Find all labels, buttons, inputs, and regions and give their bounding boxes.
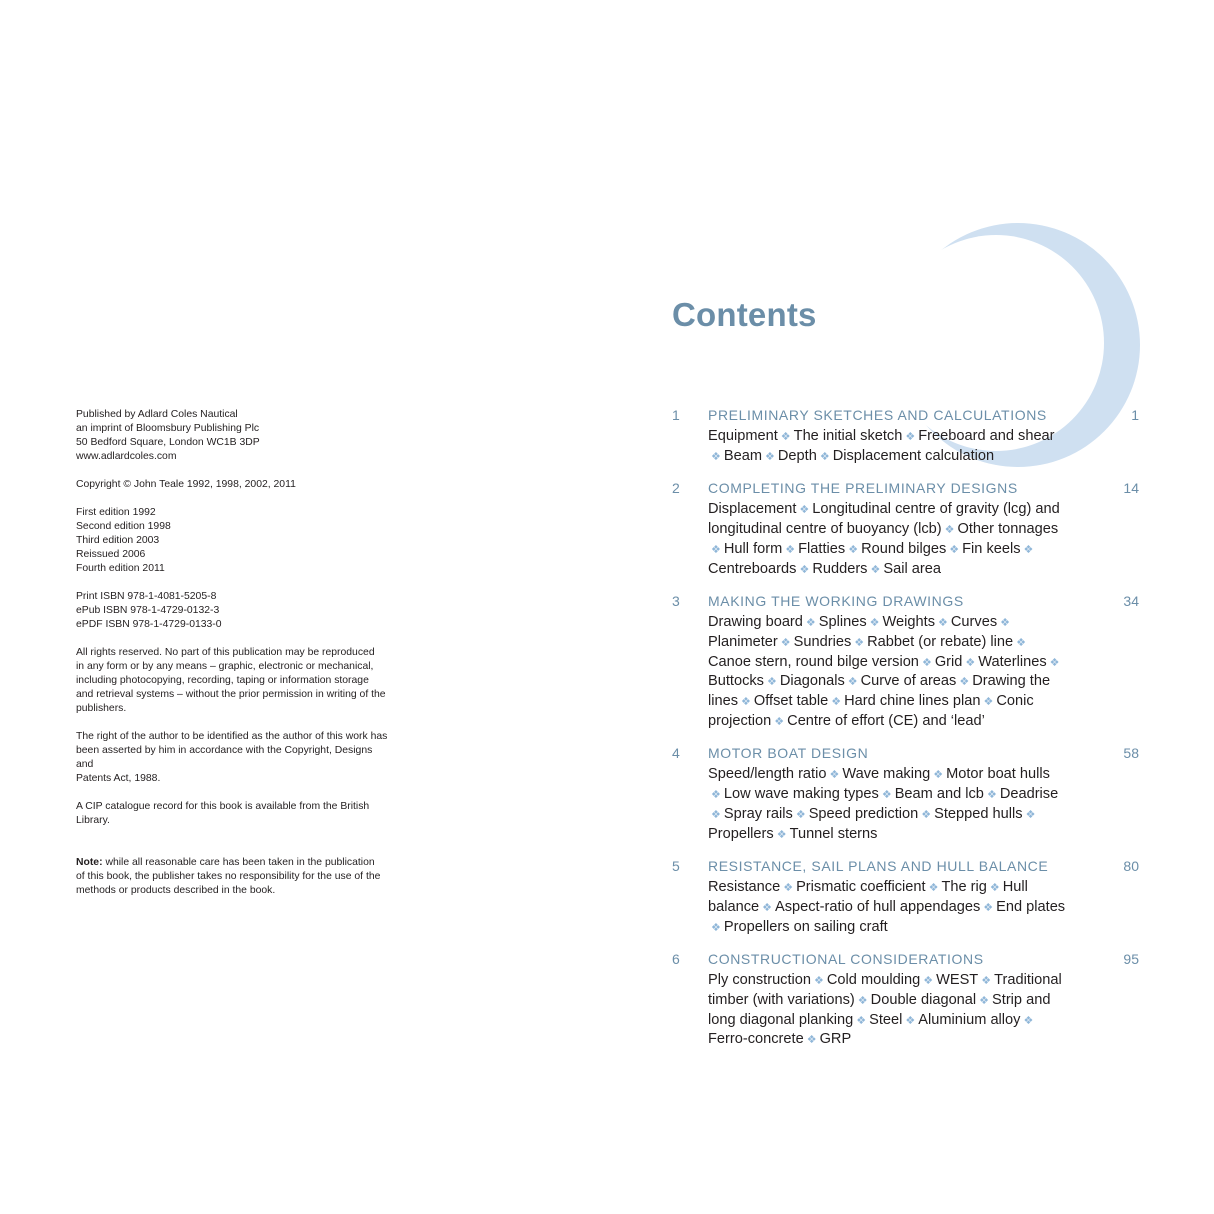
editions-block [76, 506, 391, 576]
topic-item: Aspect-ratio of hull appendages [775, 898, 981, 915]
topic-item: Equipment [708, 428, 778, 444]
topic-line [708, 560, 1078, 580]
chapter-title: COMPLETING THE PRELIMINARY DESIGNS [708, 480, 1018, 497]
toc-chapter [672, 480, 1142, 579]
topic-item: timber (with variations) [708, 992, 855, 1009]
copyright-line: Copyright © John Teale 1992, 1998, 2002, 2011 [76, 479, 296, 490]
chapter-page-number: 14 [1123, 480, 1139, 497]
topic-line [708, 633, 1078, 653]
publisher-address: 50 Bedford Square, London WC1B 3DP [76, 437, 260, 448]
topic-separator-icon: ❖ [711, 921, 721, 934]
topic-item: Canoe stern, round bilge version [708, 653, 919, 670]
rights-line: and retrieval systems – without the prior permission in writing of the [76, 689, 386, 700]
topic-item: Drawing board [708, 614, 803, 631]
topic-item: Sundries [793, 633, 852, 650]
topic-item: Propellers on sailing craft [723, 918, 888, 935]
publisher-line: an imprint of Bloomsbury Publishing Plc [76, 423, 260, 434]
chapter-page-number: 80 [1123, 858, 1139, 875]
topic-separator-icon: ❖ [959, 676, 970, 689]
topic-item: Wave making [842, 766, 931, 783]
topic-item: Centre of effort (CE) and ‘lead’ [787, 712, 985, 729]
topic-item: Weights [882, 614, 936, 631]
topic-separator-icon: ❖ [831, 696, 842, 709]
topic-item: Tunnel sterns [789, 825, 878, 842]
topic-separator-icon: ❖ [1016, 636, 1027, 649]
cip-line: Library. [76, 815, 110, 826]
rights-line: publishers. [76, 703, 127, 714]
moral-rights-block [76, 730, 391, 786]
topic-separator-icon: ❖ [856, 1014, 867, 1027]
topic-separator-icon: ❖ [847, 676, 858, 689]
topic-item: Longitudinal centre of gravity (lcg) and [812, 501, 1060, 518]
toc-chapter [672, 951, 1142, 1050]
publisher-website: www.adlardcoles.com [76, 451, 177, 462]
topic-item: Strip and [992, 992, 1051, 1009]
rights-block [76, 646, 391, 716]
chapter-title: RESISTANCE, SAIL PLANS AND HULL BALANCE [708, 858, 1049, 875]
edition-line: Third edition 2003 [76, 535, 160, 546]
topic-separator-icon: ❖ [979, 995, 990, 1008]
topic-item: Waterlines [978, 653, 1047, 670]
imprint-page [76, 408, 391, 912]
topic-item: balance [708, 898, 760, 915]
topic-line [708, 1011, 1078, 1031]
toc-chapter [672, 593, 1142, 731]
topic-separator-icon: ❖ [780, 636, 791, 649]
topic-item: Buttocks [708, 673, 764, 690]
copyright-block [76, 478, 391, 492]
topic-separator-icon: ❖ [905, 431, 916, 443]
chapter-number: 6 [672, 951, 680, 968]
topic-item: Grid [934, 653, 963, 670]
topic-item: lines [708, 693, 739, 710]
moral-rights-line: The right of the author to be identified as the author of this work has [76, 731, 388, 742]
topic-separator-icon: ❖ [711, 543, 721, 556]
toc-chapter [672, 745, 1142, 844]
topic-separator-icon: ❖ [799, 504, 810, 517]
topic-item: Double diagonal [870, 992, 977, 1009]
isbn-line: Print ISBN 978-1-4081-5205-8 [76, 591, 217, 602]
toc-chapter-heading [672, 407, 1142, 427]
topic-separator-icon: ❖ [766, 676, 777, 689]
chapter-number: 3 [672, 593, 680, 610]
topic-item: Traditional [994, 972, 1062, 989]
topic-line [708, 653, 1078, 673]
topic-line [708, 692, 1078, 712]
topic-separator-icon: ❖ [1049, 656, 1060, 669]
topic-line [708, 540, 1078, 560]
topic-item: Planimeter [708, 633, 778, 650]
topic-item: Curves [950, 614, 998, 631]
topic-item: Hull form [723, 540, 783, 557]
topic-separator-icon: ❖ [806, 1034, 817, 1047]
note-block [76, 856, 391, 898]
topic-separator-icon: ❖ [854, 636, 865, 649]
topic-separator-icon: ❖ [1023, 543, 1034, 556]
topic-item: Spray rails [723, 805, 793, 822]
topic-separator-icon: ❖ [949, 543, 960, 556]
topic-line [708, 712, 1078, 732]
topic-line [708, 898, 1078, 918]
topic-item: Low wave making types [723, 786, 879, 803]
note-line [76, 856, 391, 870]
topic-separator-icon: ❖ [921, 656, 932, 669]
note-line: of this book, the publisher takes no responsibility for the use of the [76, 871, 381, 882]
cip-line: A CIP catalogue record for this book is available from the British [76, 801, 370, 812]
topic-separator-icon: ❖ [870, 563, 881, 576]
topic-item: WEST [936, 972, 979, 989]
topic-separator-icon: ❖ [986, 789, 997, 802]
chapter-topics [708, 500, 1078, 579]
topic-line [708, 765, 1078, 785]
topic-separator-icon: ❖ [989, 882, 1000, 895]
topic-item: Aluminium alloy [918, 1011, 1021, 1028]
topic-line [708, 971, 1078, 991]
topic-separator-icon: ❖ [928, 882, 939, 895]
topic-item: Freeboard and shear [918, 428, 1055, 444]
topic-separator-icon: ❖ [857, 995, 868, 1008]
topic-line [708, 613, 1078, 633]
topic-separator-icon: ❖ [983, 901, 994, 914]
edition-line: Reissued 2006 [76, 549, 146, 560]
topic-line [708, 878, 1078, 898]
topic-item: long diagonal planking [708, 1011, 854, 1028]
topic-item: Propellers [708, 825, 774, 842]
topic-line [708, 520, 1078, 540]
topic-item: Hull [1002, 879, 1028, 896]
topic-line [708, 1030, 1078, 1050]
topic-item: longitudinal centre of buoyancy (lcb) [708, 521, 942, 538]
chapter-page-number: 95 [1123, 951, 1139, 968]
chapter-number: 1 [672, 407, 680, 423]
cip-block [76, 800, 391, 828]
chapter-topics [708, 613, 1078, 731]
moral-rights-line: been asserted by him in accordance with the Copyright, Designs and [76, 745, 373, 770]
topic-separator-icon: ❖ [1000, 617, 1010, 630]
topic-separator-icon: ❖ [741, 696, 751, 709]
topic-line [708, 805, 1078, 825]
topic-item: GRP [819, 1031, 852, 1048]
topic-separator-icon: ❖ [869, 617, 880, 630]
topic-separator-icon: ❖ [776, 828, 787, 841]
topic-separator-icon: ❖ [921, 808, 932, 821]
topic-item: Sail area [883, 560, 941, 577]
topic-separator-icon: ❖ [762, 901, 772, 914]
toc-chapter-heading [672, 745, 1142, 765]
edition-line: First edition 1992 [76, 507, 156, 518]
chapter-number: 4 [672, 745, 680, 762]
topic-line [708, 427, 1078, 447]
toc-chapter-heading [672, 951, 1142, 971]
chapter-title: PRELIMINARY SKETCHES AND CALCULATIONS [708, 407, 1047, 423]
edition-line: Fourth edition 2011 [76, 563, 165, 574]
topic-separator-icon: ❖ [819, 450, 830, 463]
topic-separator-icon: ❖ [1025, 808, 1036, 821]
topic-separator-icon: ❖ [944, 524, 955, 537]
topic-separator-icon: ❖ [938, 617, 948, 630]
topic-item: Steel [869, 1011, 903, 1028]
topic-item: Deadrise [999, 786, 1059, 803]
toc-chapter [672, 407, 1142, 466]
topic-separator-icon: ❖ [848, 543, 859, 556]
chapter-title: MAKING THE WORKING DRAWINGS [708, 593, 964, 610]
topic-item: Round bilges [861, 540, 947, 557]
chapter-title: MOTOR BOAT DESIGN [708, 745, 869, 762]
topic-item: Diagonals [779, 673, 845, 690]
topic-item: Drawing the [972, 673, 1051, 690]
topic-line [708, 672, 1078, 692]
topic-separator-icon: ❖ [983, 696, 994, 709]
chapter-page-number: 34 [1123, 593, 1139, 610]
toc-chapter-heading [672, 480, 1142, 500]
topic-item: Resistance [708, 879, 781, 896]
topic-item: Motor boat hulls [946, 766, 1050, 783]
moral-rights-line: Patents Act, 1988. [76, 773, 161, 784]
topic-item: Offset table [753, 693, 829, 710]
edition-line: Second edition 1998 [76, 521, 171, 532]
toc-chapter-heading [672, 593, 1142, 613]
topic-item: End plates [996, 898, 1066, 915]
topic-separator-icon: ❖ [783, 882, 794, 895]
topic-item: Speed prediction [808, 805, 919, 822]
topic-item: Splines [818, 614, 867, 631]
note-line: methods or products described in the book. [76, 885, 276, 896]
rights-line: including photocopying, recording, taping or information storage [76, 675, 369, 686]
topic-item: Ferro-concrete [708, 1031, 804, 1048]
topic-item: Fin keels [962, 540, 1021, 557]
isbn-block [76, 590, 391, 632]
topic-separator-icon: ❖ [829, 769, 840, 782]
topic-separator-icon: ❖ [1023, 1014, 1034, 1027]
chapter-topics [708, 878, 1078, 937]
topic-line [708, 918, 1078, 938]
topic-separator-icon: ❖ [814, 975, 824, 988]
topic-item: Flatties [798, 540, 846, 557]
topic-item: The initial sketch [793, 428, 903, 444]
topic-item: projection [708, 712, 772, 729]
topic-separator-icon: ❖ [774, 715, 785, 728]
toc-chapter [672, 858, 1142, 937]
topic-item: Depth [777, 447, 817, 464]
chapter-topics [708, 971, 1078, 1050]
note-text: while all reasonable care has been taken in the publication [102, 857, 375, 868]
topic-line [708, 785, 1078, 805]
publisher-block [76, 408, 391, 464]
topic-separator-icon: ❖ [881, 789, 892, 802]
topic-item: Hard chine lines plan [844, 693, 981, 710]
topic-item: Displacement [708, 501, 797, 518]
chapter-page-number: 1 [1131, 407, 1139, 423]
topic-line [708, 991, 1078, 1011]
topic-separator-icon: ❖ [765, 450, 775, 463]
topic-item: Centreboards [708, 560, 797, 577]
topic-item: Speed/length ratio [708, 766, 827, 783]
topic-item: Beam [723, 447, 762, 464]
topic-line [708, 825, 1078, 845]
topic-item: Rabbet (or rebate) line [867, 633, 1014, 650]
chapter-number: 5 [672, 858, 680, 875]
topic-separator-icon: ❖ [933, 769, 944, 782]
chapter-page-number: 58 [1123, 745, 1139, 762]
topic-separator-icon: ❖ [965, 656, 976, 669]
topic-item: Stepped hulls [934, 805, 1023, 822]
contents-title: Contents [672, 296, 817, 333]
isbn-line: ePDF ISBN 978-1-4729-0133-0 [76, 619, 222, 630]
topic-separator-icon: ❖ [711, 789, 721, 802]
topic-separator-icon: ❖ [805, 617, 816, 630]
table-of-contents [672, 407, 1142, 1064]
topic-separator-icon: ❖ [785, 543, 796, 556]
topic-separator-icon: ❖ [711, 808, 721, 821]
topic-item: Conic [996, 693, 1034, 710]
topic-item: The rig [941, 879, 987, 896]
topic-separator-icon: ❖ [799, 563, 810, 576]
chapter-number: 2 [672, 480, 680, 497]
topic-item: Beam and lcb [894, 786, 984, 803]
topic-separator-icon: ❖ [905, 1014, 916, 1027]
note-label: Note: [76, 857, 103, 868]
isbn-line: ePub ISBN 978-1-4729-0132-3 [76, 605, 220, 616]
topic-separator-icon: ❖ [923, 975, 934, 988]
topic-item: Prismatic coefficient [796, 879, 926, 896]
topic-separator-icon: ❖ [795, 808, 806, 821]
topic-item: Ply construction [708, 972, 812, 989]
chapter-topics [708, 427, 1078, 466]
topic-separator-icon: ❖ [780, 431, 791, 443]
topic-item: Curve of areas [860, 673, 957, 690]
chapter-title: CONSTRUCTIONAL CONSIDERATIONS [708, 951, 984, 968]
chapter-topics [708, 765, 1078, 844]
topic-item: Other tonnages [957, 521, 1059, 538]
topic-line [708, 500, 1078, 520]
publisher-line: Published by Adlard Coles Nautical [76, 409, 238, 420]
topic-line [708, 447, 1078, 467]
topic-item: Cold moulding [826, 972, 921, 989]
topic-item: Displacement calculation [832, 447, 995, 464]
topic-separator-icon: ❖ [711, 450, 721, 463]
topic-item: Rudders [812, 560, 868, 577]
topic-separator-icon: ❖ [981, 975, 992, 988]
rights-line: All rights reserved. No part of this publication may be reproduced [76, 647, 375, 658]
rights-line: in any form or by any means – graphic, electronic or mechanical, [76, 661, 374, 672]
toc-chapter-heading [672, 858, 1142, 878]
